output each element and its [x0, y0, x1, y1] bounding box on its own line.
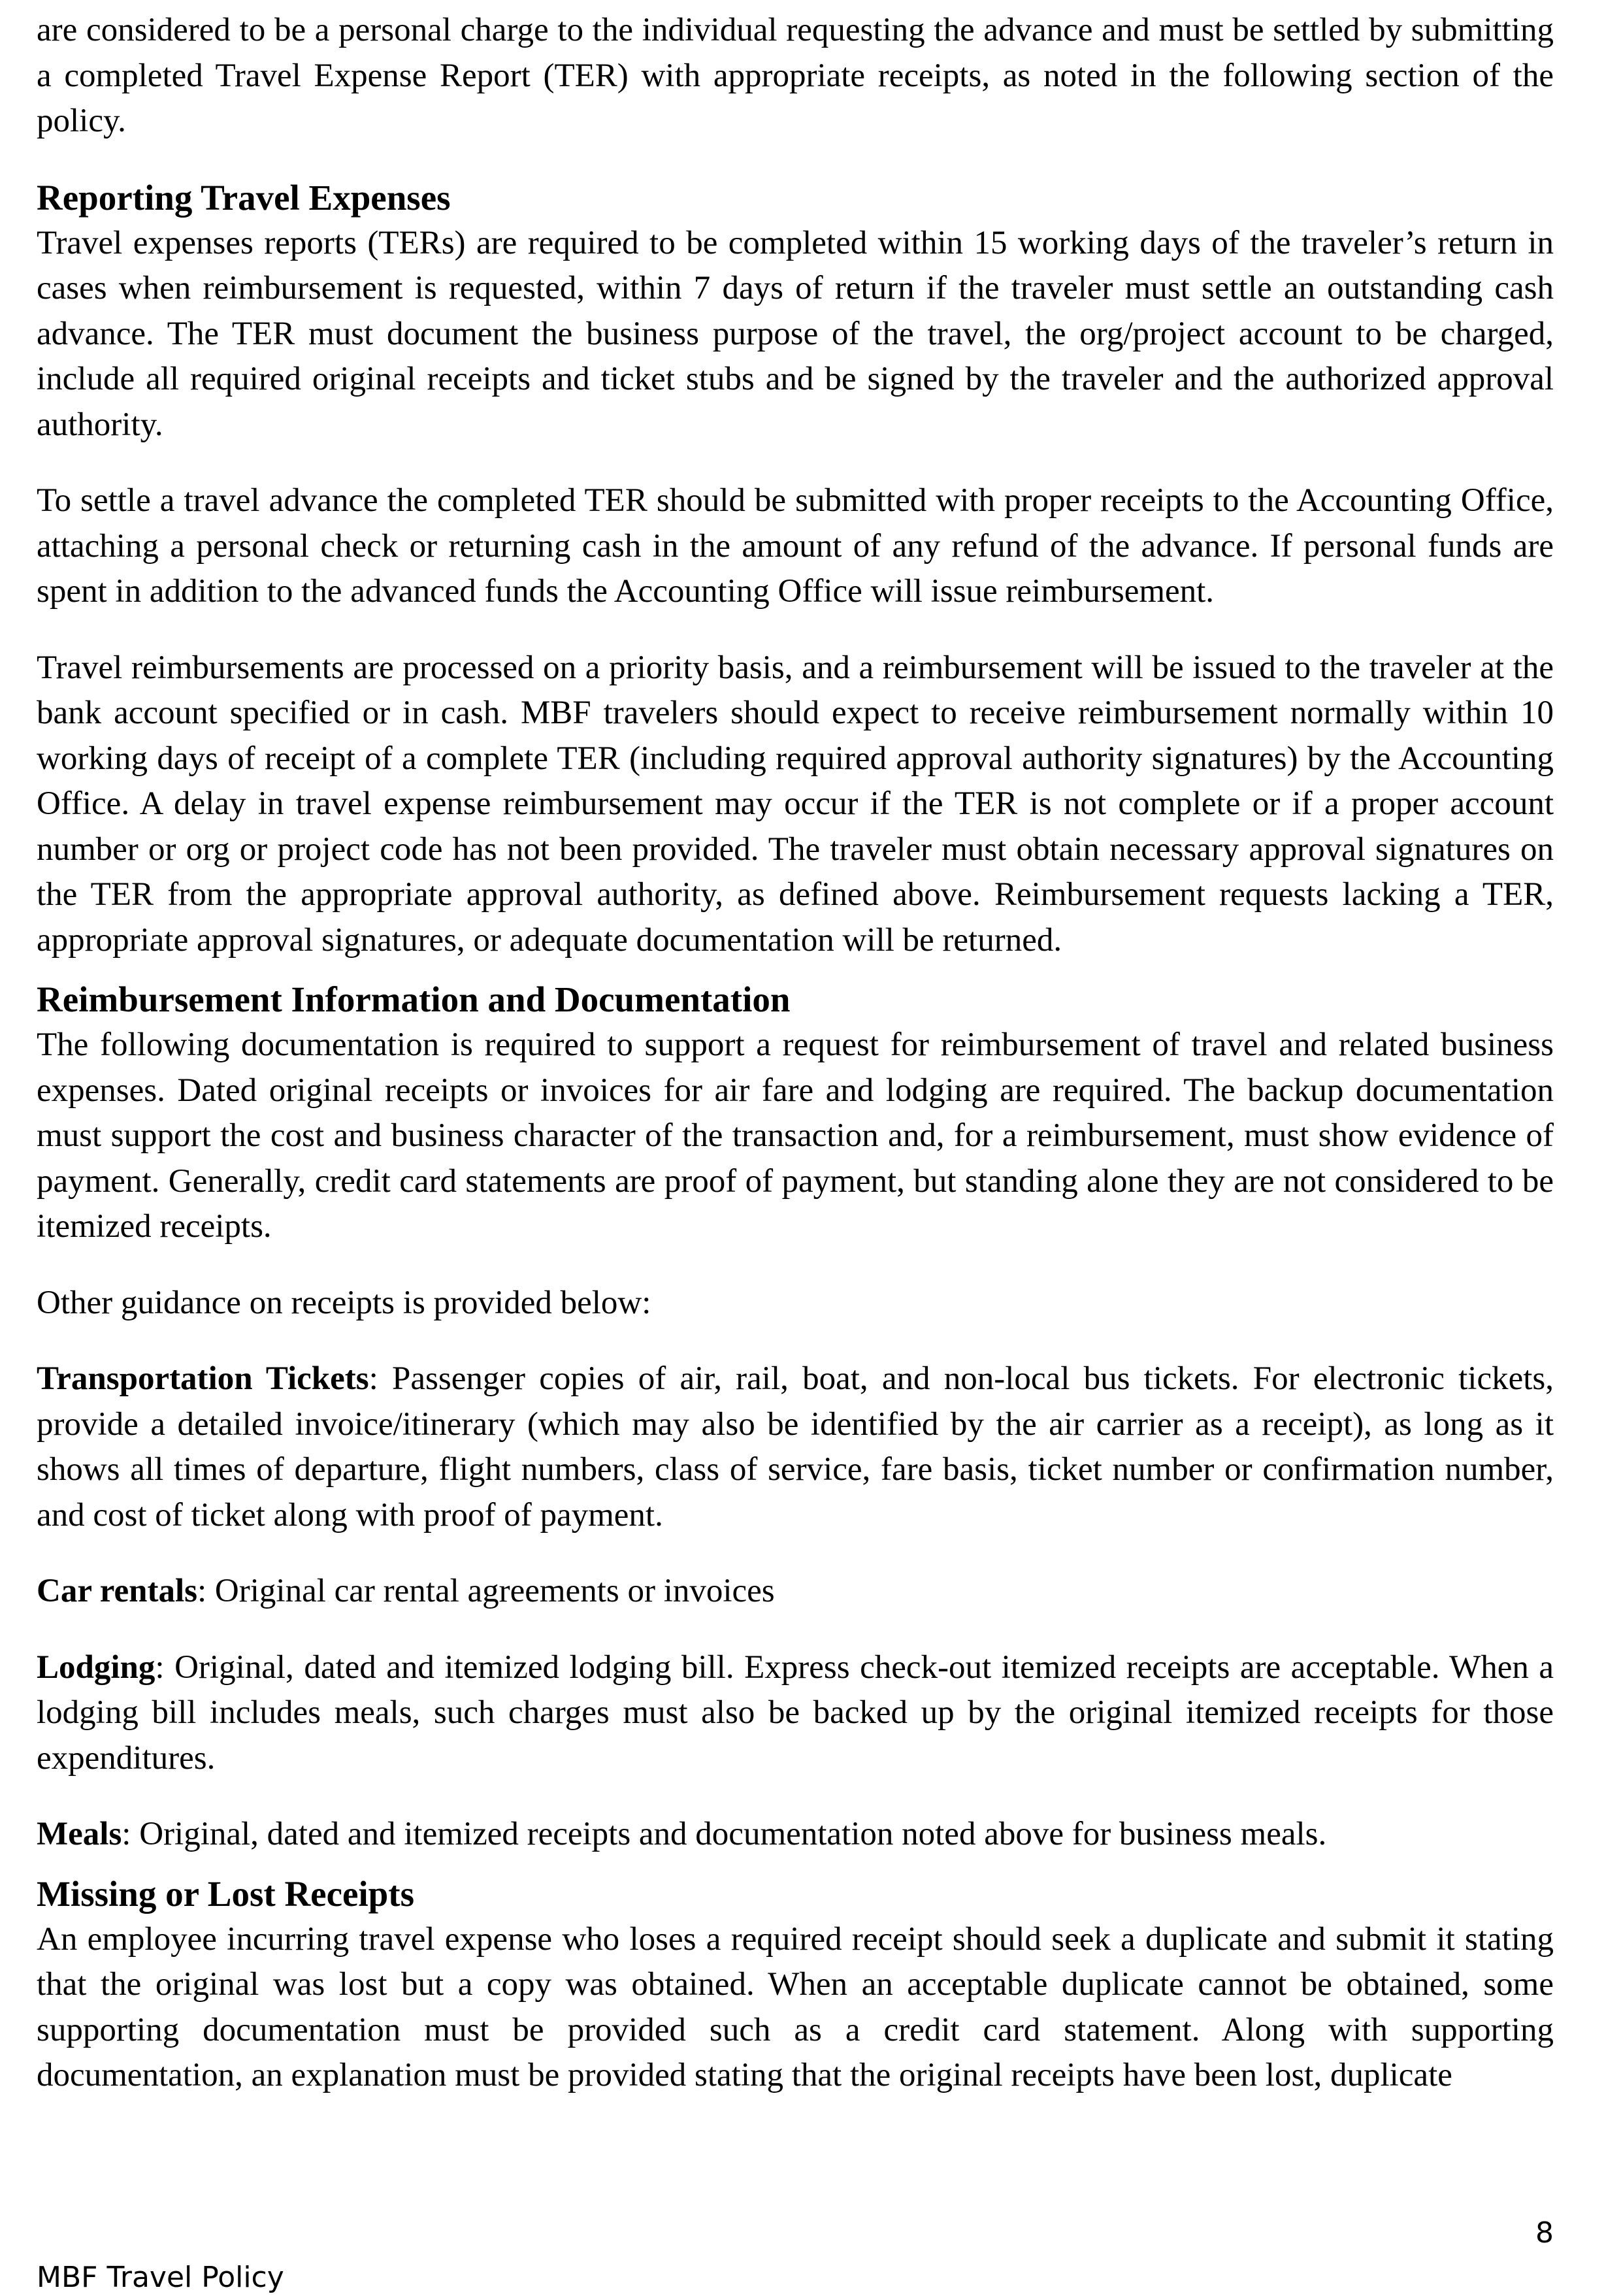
section-heading-reimbursement: Reimbursement Information and Documentation: [37, 979, 791, 1019]
section-heading-reporting: Reporting Travel Expenses: [37, 177, 451, 218]
footer-text: MBF Travel Policy: [37, 2261, 284, 2294]
term-label: Transportation Tickets: [37, 1360, 369, 1397]
paragraph: Travel reimbursements are processed on a priority basis, and a reimbursement will be issued to the traveler at the bank account specified or in cash. MBF travelers should expect to receive reimbursement normally within 10 working days of receipt of a complete TER (including required approval authority signatures) by the Accounting Office. A delay in travel expense reimbursement may occur if the TER is not complete or if a proper account number or org or project code has not been provided. The traveler must obtain necessary approval signatures on the TER from the appropriate approval authority, as defined above. Reimbursement requests lacking a TER, appropriate approval signatures, or adequate documentation will be returned.: [37, 649, 1554, 959]
receipt-item-lodging: [37, 1645, 1554, 1782]
term-label: Lodging: [37, 1648, 156, 1686]
receipt-item-car-rentals: [37, 1569, 1554, 1615]
paragraph: The following documentation is required to support a request for reimbursement of travel and related business expenses. Dated original receipts or invoices for air fare and lodging are required. The backup documentation must support the cost and business character of the transaction and, for a reimbursement, must show evidence of payment. Generally, credit card statements are proof of payment, but standing alone they are not considered to be itemized receipts.: [37, 1026, 1554, 1245]
term-description: : Original car rental agreements or invoices: [197, 1573, 775, 1609]
term-label: Meals: [37, 1816, 122, 1852]
paragraph: To settle a travel advance the completed TER should be submitted with proper receipts to the Accounting Office, attaching a personal check or returning cash in the amount of any refund of the advance. If personal funds are spent in addition to the advanced funds the Accounting Office will issue reimbursement.: [37, 482, 1554, 610]
page-number: 8: [1535, 2216, 1554, 2250]
term-description: : Passenger copies of air, rail, boat, and non-local bus tickets. For electronic tickets, provide a detailed invoice/itinerary (which may also be identified by the air carrier as a receipt), as long as it shows all times of departure, flight numbers, class of service, fare basis, ticket number or confirmation number, and cost of ticket along with proof of payment.: [37, 1360, 1554, 1533]
receipt-item-meals: [37, 1812, 1554, 1858]
receipt-item-transportation: [37, 1356, 1554, 1538]
term-description: : Original, dated and itemized lodging bill. Express check-out itemized receipts are acceptable. When a lodging bill includes meals, such charges must also be backed up by the original itemized receipts for those expenditures.: [37, 1648, 1554, 1777]
section-heading-missing-receipts: Missing or Lost Receipts: [37, 1873, 414, 1914]
paragraph: Travel expenses reports (TERs) are required to be completed within 15 working days of the traveler’s return in cases when reimbursement is requested, within 7 days of return if the traveler must settle an outstanding cash advance. The TER must document the business purpose of the travel, the org/project account to be charged, include all required original receipts and ticket stubs and be signed by the traveler and the authorized approval authority.: [37, 224, 1554, 443]
paragraph: An employee incurring travel expense who loses a required receipt should seek a duplicate and submit it stating that the original was lost but a copy was obtained. When an acceptable duplicate cannot be obtained, some supporting documentation must be provided such as a credit card statement. Along with supporting documentation, an explanation must be provided stating that the original receipts have been lost, duplicate: [37, 1920, 1554, 2093]
intro-paragraph: are considered to be a personal charge to the individual requesting the advance and must be settled by submitting a completed Travel Expense Report (TER) with appropriate receipts, as noted in the following section of the policy.: [37, 12, 1554, 139]
term-label: Car rentals: [37, 1573, 198, 1609]
document-body: [37, 8, 1554, 2099]
paragraph: Other guidance on receipts is provided below:: [37, 1284, 651, 1321]
term-description: : Original, dated and itemized receipts and documentation noted above for business meals.: [122, 1816, 1327, 1852]
